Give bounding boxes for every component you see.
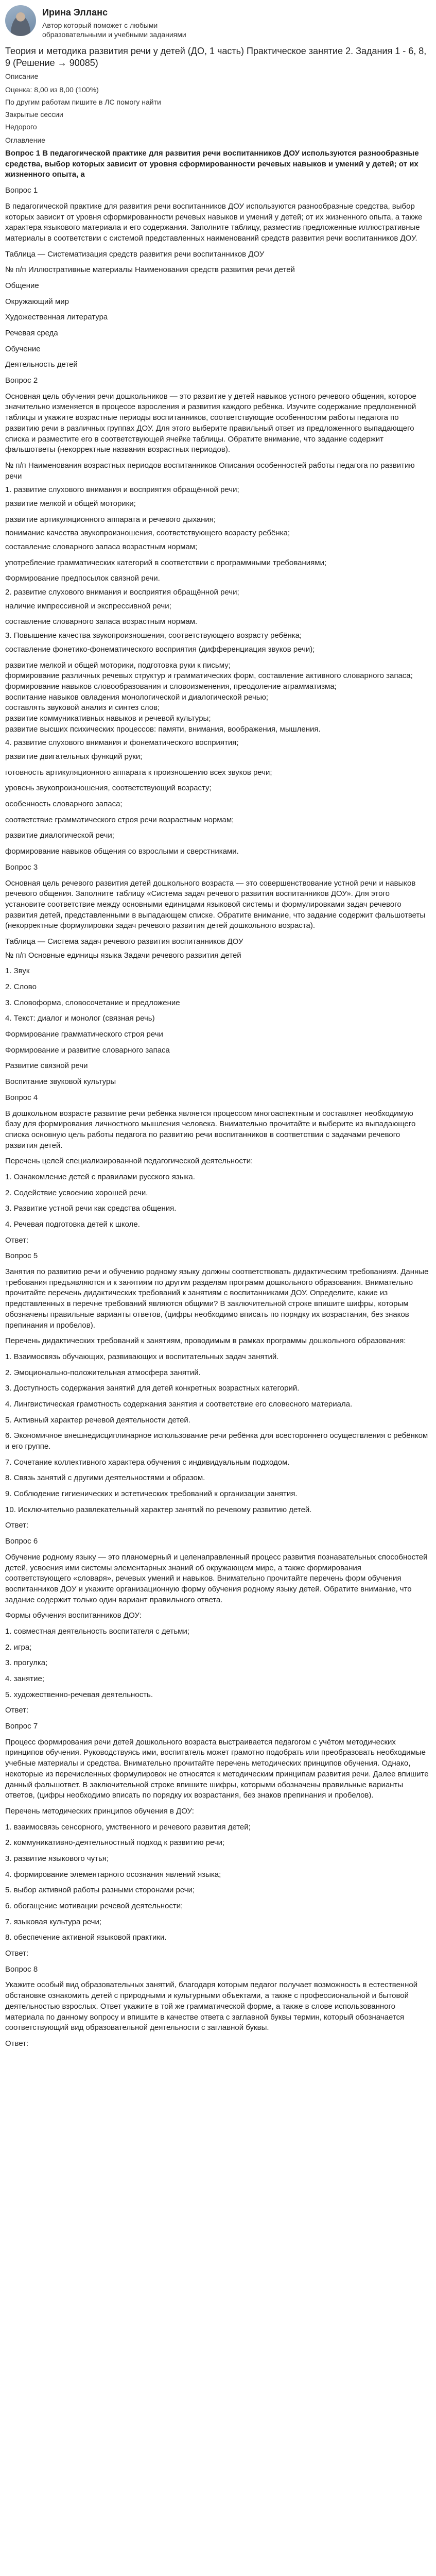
content-paragraph: 2. Содействие усвоению хорошей речи.	[5, 1188, 148, 1197]
content-paragraph: № п/п Основные единицы языка Задачи речевого развития детей	[5, 951, 241, 960]
content-paragraph: Укажите особый вид образовательных занятий, благодаря которым педагог получает возможность в естественной обстановке ознакомить детей с природными и культурными объектами, а также с профессиональной и бытовой деятельностью взрослых. Ответ укажите в той же грамматической форме, а также в слове использованного материала по данному вопросу и впишите в качестве ответа с заглавной буквы термин, который обозначается соответствующий вид образовательной деятельности с заглавной буквы.	[5, 1980, 418, 2032]
content-paragraph: особенность словарного запаса;	[5, 800, 123, 809]
content-paragraph: Ответ:	[5, 1521, 29, 1530]
author-description: Автор который поможет с любыми образовательными и учебными заданиями	[42, 21, 186, 39]
content-paragraph: 8. обеспечение активной языковой практики.	[5, 1933, 167, 1942]
toc-label: Оглавление	[5, 135, 46, 144]
author-name[interactable]: Ирина Элланс	[42, 7, 108, 18]
author-info	[42, 5, 191, 39]
content-paragraph: Развитие связной речи	[5, 1061, 88, 1071]
content-paragraph: Обучение родному языку — это планомерный и целенаправленный процесс развития познавательных способностей детей, усвоения ими системы элементарных знаний об окружающем мире, а также формирования соответствующего «словаря», речевых умений и навыков. Внимательно прочитайте перечень форм обучения воспитанников ДОУ и укажите организационную форму обучения родному языку детей. Обратите внимание, что задание содержит только один вариант правильного ответа.	[5, 1552, 428, 1604]
rating-text: Оценка: 8,00 из 8,00 (100%)	[5, 85, 99, 94]
content-paragraph: Воспитание звуковой культуры	[5, 1077, 116, 1087]
content-paragraph: Вопрос 7	[5, 1722, 38, 1731]
content-paragraph: Окружающий мир	[5, 297, 69, 306]
content-paragraph: Общение	[5, 281, 39, 290]
content-paragraph: Вопрос 4	[5, 1093, 38, 1102]
content-paragraph: Вопрос 5	[5, 1251, 38, 1261]
content-paragraph: 2. игра;	[5, 1642, 32, 1652]
content-paragraph: Обучение	[5, 344, 41, 353]
content-paragraph: 3. прогулка;	[5, 1658, 48, 1668]
document-content	[5, 148, 429, 2049]
content-paragraph: 7. языковая культура речи;	[5, 1917, 102, 1926]
content-paragraph: Ответ:	[5, 1235, 29, 1245]
content-paragraph: В дошкольном возрасте развитие речи ребёнка является процессом многоаспектным и составляет необходимую базу для формирования личностного мышления человека. Внимательно прочитайте и выберите из выпадающего списка основную цель работы педагога по развитию речи воспитанников в соответствии с задачами речевого развития детей.	[5, 1109, 416, 1150]
content-paragraph: 2. Эмоционально-положительная атмосфера занятий.	[5, 1368, 201, 1377]
content-paragraph: 4. Речевая подготовка детей к школе.	[5, 1220, 140, 1229]
content-paragraph: Формы обучения воспитанников ДОУ:	[5, 1611, 142, 1620]
content-paragraph: 3. Доступность содержания занятий для детей конкретных возрастных категорий.	[5, 1384, 300, 1393]
content-paragraph: Вопрос 2	[5, 376, 38, 385]
content-paragraph: Формирование и развитие словарного запаса	[5, 1045, 170, 1055]
content-paragraph: 3. Словоформа, словосочетание и предложение	[5, 998, 180, 1007]
content-paragraph: 1. взаимосвязь сенсорного, умственного и речевого развития детей;	[5, 1822, 251, 1832]
content-paragraph: 1. Ознакомление детей с правилами русского языка.	[5, 1172, 195, 1181]
content-paragraph: Процесс формирования речи детей дошкольного возраста выстраивается педагогом с учётом методических принципов обучения. Руководствуясь ими, воспитатель может грамотно подобрать или преобразовать необходимые учебные материалы и средства. Внимательно прочитайте перечень методических принципов обучения. Однако, некоторые из перечисленных формулировок не относятся к методическим принципам развития речи. Далее впишите данный фальшответ. В заключительной строке впишите шифры, которыми обозначены правильные варианты ответов, (цифры необходимо вписать по порядку их возрастания, без знаков препинания и пробелов).	[5, 1737, 429, 1800]
content-paragraph: 2. коммуникативно-деятельностный подход к развитию речи;	[5, 1838, 225, 1848]
content-paragraph: Перечень методических принципов обучения в ДОУ:	[5, 1806, 194, 1816]
content-paragraph: 2. Слово	[5, 982, 37, 992]
content-paragraph: формирование навыков общения со взрослыми и сверстниками.	[5, 847, 239, 856]
content-paragraph: понимание качества звукопроизношения, соответствующего возрасту ребёнка;	[5, 529, 290, 538]
content-paragraph: 1. совместная деятельность воспитателя с детьми;	[5, 1626, 189, 1636]
content-paragraph: составление словарного запаса возрастным нормам;	[5, 543, 198, 552]
content-paragraph: 3. Повышение качества звукопроизношения, соответствующего возрасту ребёнка;	[5, 631, 302, 640]
description-label: Описание	[5, 72, 39, 81]
content-paragraph: 10. Исключительно развлекательный характер занятий по речевому развитию детей.	[5, 1505, 312, 1514]
contact-note: По другим работам пишите в ЛС помогу найти	[5, 97, 161, 106]
content-paragraph: развитие двигательных функций руки;	[5, 752, 143, 761]
content-paragraph: развитие мелкой и общей моторики;	[5, 499, 136, 508]
content-paragraph: 9. Соблюдение гигиенических и эстетических требований к организации занятия.	[5, 1489, 298, 1499]
content-paragraph: 2. развитие слухового внимания и восприятия обращённой речи;	[5, 588, 239, 597]
content-paragraph: Вопрос 8	[5, 1964, 38, 1974]
content-paragraph: Вопрос 1 В педагогической практике для развития речи воспитанников ДОУ используются разнообразные средства, выбор которых зависит от уровня сформированности речевых навыков и умений у детей; от их жизненного опыта, а	[5, 149, 419, 179]
author-card	[5, 5, 429, 39]
content-paragraph: уровень звукопроизношения, соответствующий возрасту;	[5, 784, 212, 793]
content-paragraph: № п/п Наименования возрастных периодов воспитанников Описания особенностей работы педагога по развитию речи	[5, 461, 415, 481]
content-paragraph: соответствие грамматического строя речи возрастным нормам;	[5, 815, 234, 824]
content-paragraph: № п/п Иллюстративные материалы Наименования средств развития речи детей	[5, 265, 295, 275]
closed-sessions-text: Закрытые сессии	[5, 110, 63, 119]
content-paragraph: Перечень целей специализированной педагогической деятельности:	[5, 1157, 253, 1166]
content-paragraph: Вопрос 3	[5, 862, 38, 872]
content-paragraph: Занятия по развитию речи и обучению родному языку должны соответствовать дидактическим требованиям. Данные требования предъявляются и к занятиям по другим разделам программ дошкольного образования. Внимательно прочитайте перечень дидактических требований к занятиям с воспитанниками ДОУ. Определите, какие из представленных в перечне требований являются общими? В заключительной строке впишите шифры, которым обозначены правильные варианты ответов, (цифры необходимо вписать по порядку их возрастания, без знаков препинания и пробелов).	[5, 1267, 429, 1330]
content-paragraph: 3. развитие языкового чутья;	[5, 1854, 109, 1863]
document-title: Теория и методика развития речи у детей (ДО, 1 часть) Практическое занятие 2. Задания 1 - 6, 8, 9 (Решение → 90085)	[5, 46, 427, 68]
content-paragraph: готовность артикуляционного аппарата к произношению всех звуков речи;	[5, 768, 272, 777]
content-paragraph: 4. занятие;	[5, 1674, 45, 1684]
content-paragraph: 6. обогащение мотивации речевой деятельности;	[5, 1902, 183, 1911]
content-paragraph: развитие артикуляционного аппарата и речевого дыхания;	[5, 515, 216, 524]
content-paragraph: Ответ:	[5, 1706, 29, 1715]
content-paragraph: 4. формирование элементарного осознания явлений языка;	[5, 1870, 221, 1879]
content-paragraph: 5. художественно-речевая деятельность.	[5, 1690, 153, 1699]
content-paragraph: Вопрос 1	[5, 186, 38, 195]
content-paragraph: Таблица — Система задач речевого развития воспитанников ДОУ	[5, 937, 243, 946]
content-paragraph: Перечень дидактических требований к занятиям, проводимым в рамках программы дошкольного образования:	[5, 1336, 406, 1346]
content-paragraph: 1. Взаимосвязь обучающих, развивающих и воспитательных задач занятий.	[5, 1352, 279, 1361]
content-paragraph: 7. Сочетание коллективного характера обучения с индивидуальным подходом.	[5, 1458, 290, 1467]
content-paragraph: Формирование грамматического строя речи	[5, 1030, 163, 1039]
content-paragraph: Деятельность детей	[5, 360, 78, 369]
content-paragraph: составление фонетико-фонематического восприятия (дифференциация звуков речи);	[5, 645, 315, 654]
content-paragraph: наличие импрессивной и экспрессивной речи;	[5, 601, 171, 611]
content-paragraph: Основная цель обучения речи дошкольников — это развитие у детей навыков устного речевого общения, которое значительно изменяется в процессе взросления и развития каждого ребёнка. Изучите содержание предложенной таблицы и укажите возрастные периоды воспитанников, соответствующие особенностям работы педагога по развитию речи в различных группах ДОУ. Для этого выберите правильный ответ из предложенного выпадающего списка и разместите его в соответствующей ячейке таблицы. Обратите внимание, что задание содержит фальшответы (некорректные названия возрастных периодов).	[5, 392, 416, 454]
content-paragraph: 5. Активный характер речевой деятельности детей.	[5, 1415, 190, 1425]
content-paragraph: В педагогической практике для развития речи воспитанников ДОУ используются разнообразные средства, выбор которых зависит от уровня сформированности речевых навыков и умений у детей; от их жизненного опыта, а также характера языкового материала и его содержания. Заполните таблицу, разместив предложенные иллюстративные материалы в соответствии с системой представленных наименований средств развития речи воспитанников ДОУ.	[5, 201, 423, 243]
content-paragraph: 4. Текст: диалог и монолог (связная речь)	[5, 1014, 155, 1023]
content-paragraph: Вопрос 6	[5, 1537, 38, 1546]
content-paragraph: Основная цель речевого развития детей дошкольного возраста — это совершенствование устной речи и навыков речевого общения. Заполните таблицу «Система задач речевого развития воспитанников ДОУ». Для этого установите соответствие между основными единицами языковой системы и формулировками задач речевого развития детей, представленными в выпадающем списке. Обратите внимание, что задание содержит фальшответы (некорректные формулировки задач речевого развития детей дошкольного возраста).	[5, 878, 426, 930]
content-paragraph: 4. Лингвистическая грамотность содержания занятия и соответствие его словесного материала.	[5, 1399, 353, 1409]
content-paragraph: 6. Экономичное внешнедисциплинарное использование речи ребёнка для всестороннего осуществления с ребёнком и его группе.	[5, 1431, 428, 1451]
content-paragraph: 8. Связь занятий с другими деятельностями и образом.	[5, 1473, 205, 1483]
content-paragraph: Таблица — Систематизация средств развития речи воспитанников ДОУ	[5, 249, 265, 259]
content-paragraph: 3. Развитие устной речи как средства общения.	[5, 1204, 177, 1213]
content-paragraph: 4. развитие слухового внимания и фонематического восприятия;	[5, 738, 239, 748]
content-paragraph: употребление грамматических категорий в соответствии с программными требованиями;	[5, 558, 327, 567]
content-paragraph: Художественная литература	[5, 313, 108, 322]
content-paragraph: 5. выбор активной работы разными сторонами речи;	[5, 1886, 195, 1895]
content-paragraph: Формирование предпосылок связной речи.	[5, 574, 160, 583]
content-paragraph: Ответ:	[5, 2039, 29, 2048]
content-paragraph: Ответ:	[5, 1949, 29, 1958]
content-paragraph: 1. развитие слухового внимания и восприятия обращённой речи;	[5, 485, 239, 495]
content-paragraph: 1. Звук	[5, 967, 30, 976]
avatar[interactable]	[5, 5, 36, 36]
content-paragraph: развитие диалогической речи;	[5, 831, 114, 840]
content-paragraph: Речевая среда	[5, 329, 58, 338]
inexpensive-text: Недорого	[5, 123, 37, 131]
content-paragraph: составление словарного запаса возрастным нормам.	[5, 617, 198, 626]
content-paragraph: развитие мелкой и общей моторики, подготовка руки к письму; формирование различных речевых структур и грамматических форм, составление активного словарного запаса; формирование навыков словообразования и словоизменения, преодоление аграмматизма; воспитание навыков овладения монологической и диалогической речью; составлять звуковой анализ и синтез слов; развитие коммуникативных навыков и речевой культуры; развитие высших психических процессов: памяти, внимания, воображения, мышления.	[5, 660, 413, 734]
